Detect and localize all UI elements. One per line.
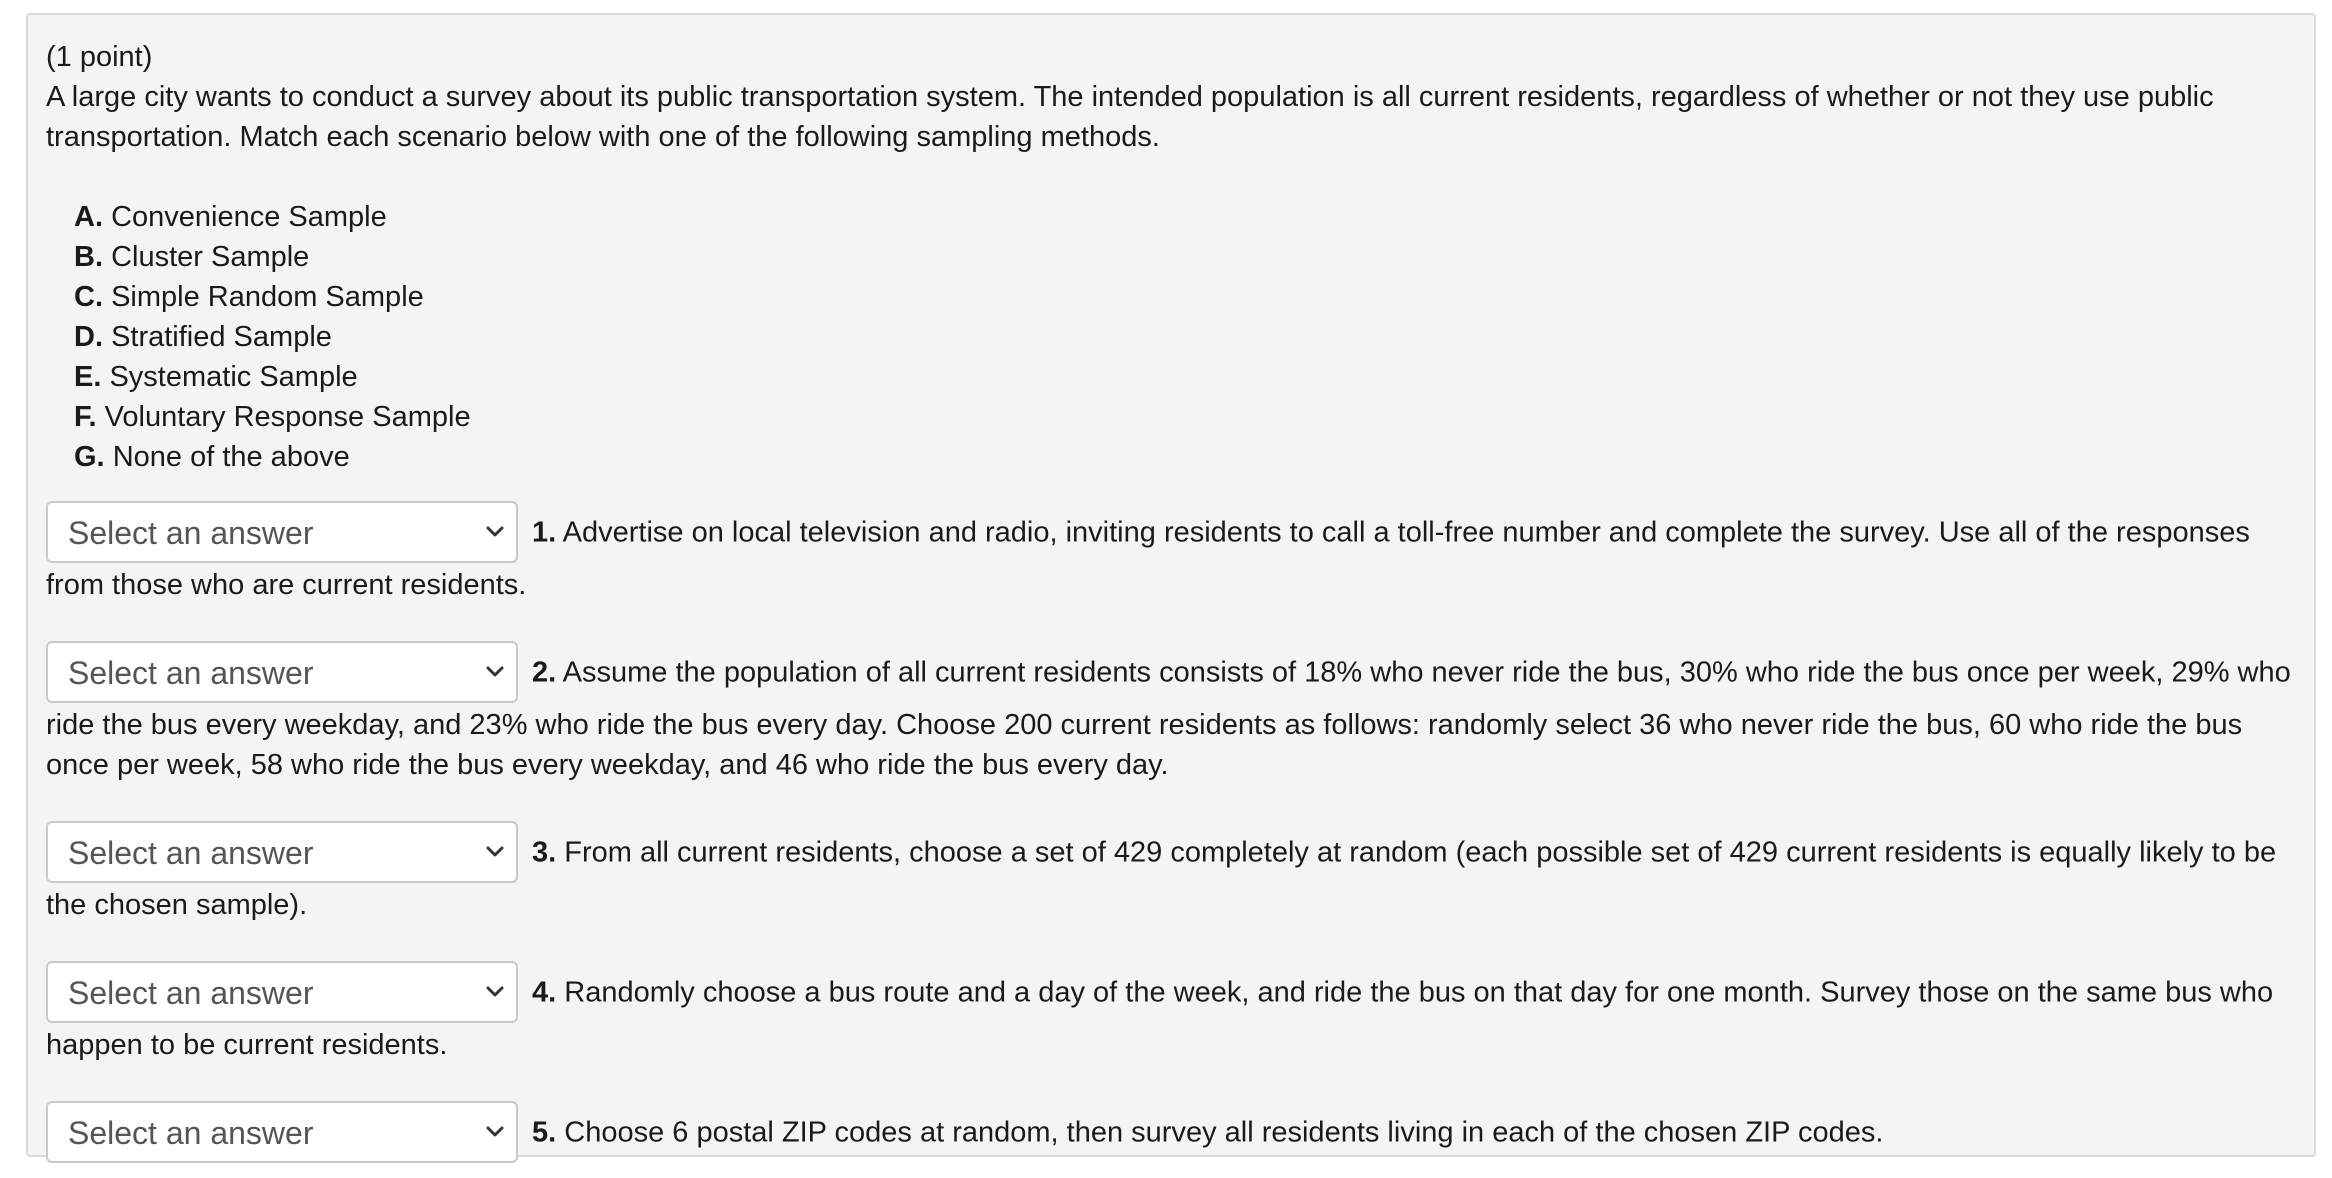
option-text: Stratified Sample (111, 321, 332, 353)
option-text: Systematic Sample (109, 361, 358, 393)
option-text: Voluntary Response Sample (104, 401, 471, 433)
option-item (74, 357, 2296, 397)
question-text: From all current residents, choose a set of 429 completely at random (each possible set of 429 current residents is equally likely to be the chosen sample). (46, 836, 2277, 921)
option-item (74, 197, 2296, 237)
option-letter: A. (74, 201, 103, 233)
option-letter: G. (74, 441, 105, 473)
question-text: Assume the population of all current residents consists of 18% who never ride the bus, 30% who ride the bus once per week, 29% who ride the bus every weekday, and 23% who ride the bus every day. Choose 200 current residents as follows: randomly select 36 who never ride the bus, 60 who ride the bus once per week, 58 who ride the bus every weekday, and 46 who ride the bus every day. (46, 656, 2291, 781)
problem-container (26, 13, 2316, 1157)
option-item (74, 437, 2296, 477)
problem-intro: A large city wants to conduct a survey about its public transportation system. The intended population is all current residents, regardless of whether or not they use public transportation. Match each scenario below with one of the following sampling methods. (46, 81, 2214, 153)
answer-select-2[interactable] (46, 641, 518, 703)
answer-select-value: Select an answer (68, 835, 314, 871)
question-text: Advertise on local television and radio, inviting residents to call a toll-free number and complete the survey. Use all of the responses from those who are current residents. (46, 516, 2250, 601)
answer-select-3[interactable] (46, 821, 518, 883)
answer-select-4[interactable] (46, 961, 518, 1023)
answer-select-value: Select an answer (68, 975, 314, 1011)
question-number: 1. (532, 516, 557, 549)
chevron-down-icon (484, 661, 506, 683)
chevron-down-icon (484, 981, 506, 1003)
option-letter: D. (74, 321, 103, 353)
question-number: 3. (532, 836, 557, 869)
option-letter: E. (74, 361, 102, 393)
option-item (74, 277, 2296, 317)
question-number: 4. (532, 976, 557, 1009)
question-number: 5. (532, 1116, 557, 1149)
question-item (46, 643, 2296, 785)
question-item (46, 503, 2296, 605)
option-letter: F. (74, 401, 97, 433)
question-item (46, 823, 2296, 925)
chevron-down-icon (484, 1121, 506, 1143)
option-letter: B. (74, 241, 103, 273)
option-item (74, 317, 2296, 357)
option-text: None of the above (112, 441, 350, 473)
option-text: Simple Random Sample (111, 281, 424, 313)
answer-select-value: Select an answer (68, 515, 314, 551)
question-text: Randomly choose a bus route and a day of the week, and ride the bus on that day for one month. Survey those on the same bus who happen to be current residents. (46, 976, 2274, 1061)
question-item (46, 963, 2296, 1065)
answer-select-1[interactable] (46, 501, 518, 563)
option-letter: C. (74, 281, 103, 313)
problem-points: (1 point) (46, 41, 153, 73)
chevron-down-icon (484, 841, 506, 863)
option-item (74, 237, 2296, 277)
option-item (74, 397, 2296, 437)
question-item (46, 1103, 2296, 1165)
questions-list (46, 503, 2296, 1165)
option-text: Convenience Sample (111, 201, 387, 233)
chevron-down-icon (484, 521, 506, 543)
answer-select-value: Select an answer (68, 1115, 314, 1151)
question-text: Choose 6 postal ZIP codes at random, then survey all residents living in each of the chosen ZIP codes. (564, 1116, 1884, 1149)
answer-select-value: Select an answer (68, 655, 314, 691)
sampling-methods-list (74, 197, 2296, 477)
answer-select-5[interactable] (46, 1101, 518, 1163)
question-number: 2. (532, 656, 557, 689)
option-text: Cluster Sample (111, 241, 310, 273)
